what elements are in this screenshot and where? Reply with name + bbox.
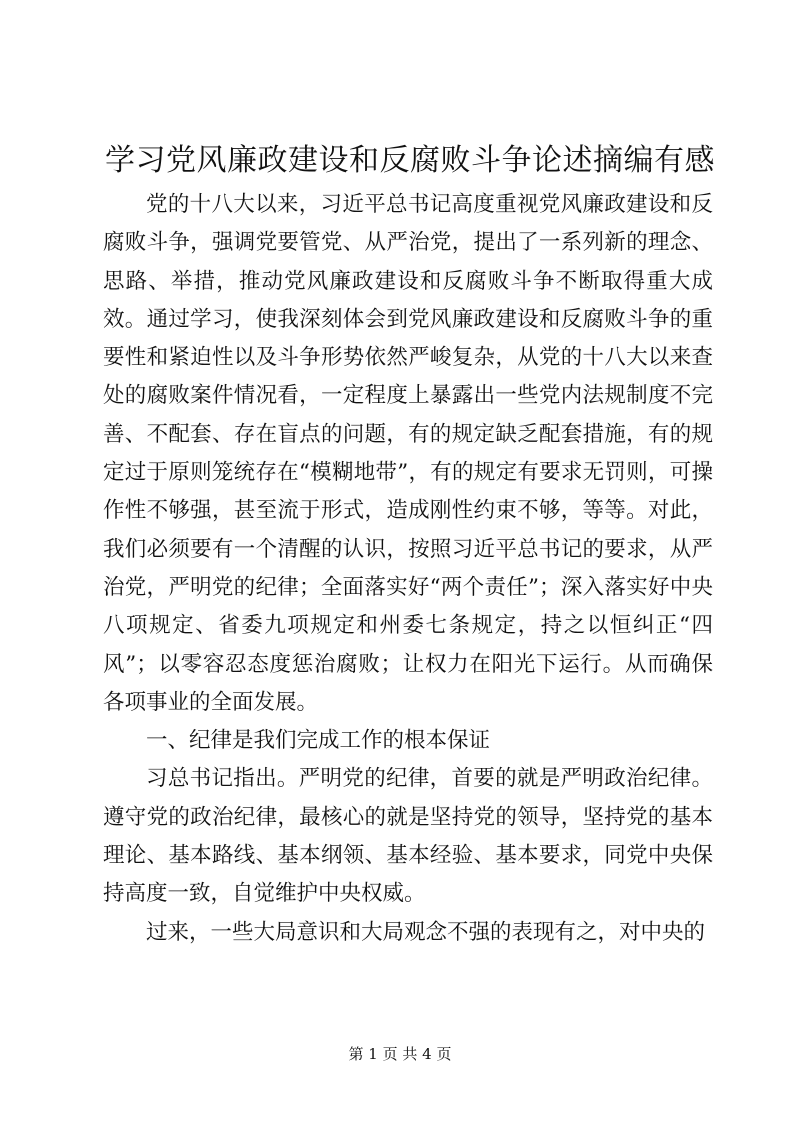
section-heading: 一、纪律是我们完成工作的根本保证 — [146, 728, 491, 754]
body-paragraph: 党的十八大以来，习近平总书记高度重视党风廉政建设和反腐败斗争，强调党要管党、从严治党，提出了一系列新的理念、思路、举措，推动党风廉政建设和反腐败斗争不断取得重大成效。通过学习，使我深刻体会到党风廉政建设和反腐败斗争的重要性和紧迫性以及斗争形势依然严峻复杂，从党的十八大以来查处的腐败案件情况看，一定程度上暴露出一些党内法规制度不完善、不配套、存在盲点的问题，有的规定缺乏配套措施，有的规定过于原则笼统存在“模糊地带”，有的规定有要求无罚则，可操作性不够强，甚至流于形式，造成刚性约束不够，等等。对此，我们必须要有一个清醒的认识，按照习近平总书记的要求，从严治党，严明党的纪律；全面落实好“两个责任”；深入落实好中央八项规定、省委九项规定和州委七条规定，持之以恒纠正“四风”；以零容忍态度惩治腐败；让权力在阳光下运行。从而确保各项事业的全面发展。 — [103, 192, 713, 715]
body-paragraph: 习总书记指出。严明党的纪律，首要的就是严明政治纪律。遵守党的政治纪律，最核心的就是坚持党的领导，坚持党的基本理论、基本路线、基本纲领、基本经验、基本要求，同党中央保持高度一致，自觉维护中央权威。 — [103, 766, 713, 907]
page-footer: 第 1 页 共 4 页 — [348, 1045, 452, 1063]
body-paragraph: 过来，一些大局意识和大局观念不强的表现有之，对中央的 — [146, 919, 706, 945]
document-title: 学习党风廉政建设和反腐败斗争论述摘编有感 — [105, 143, 715, 178]
document-body — [103, 186, 713, 952]
